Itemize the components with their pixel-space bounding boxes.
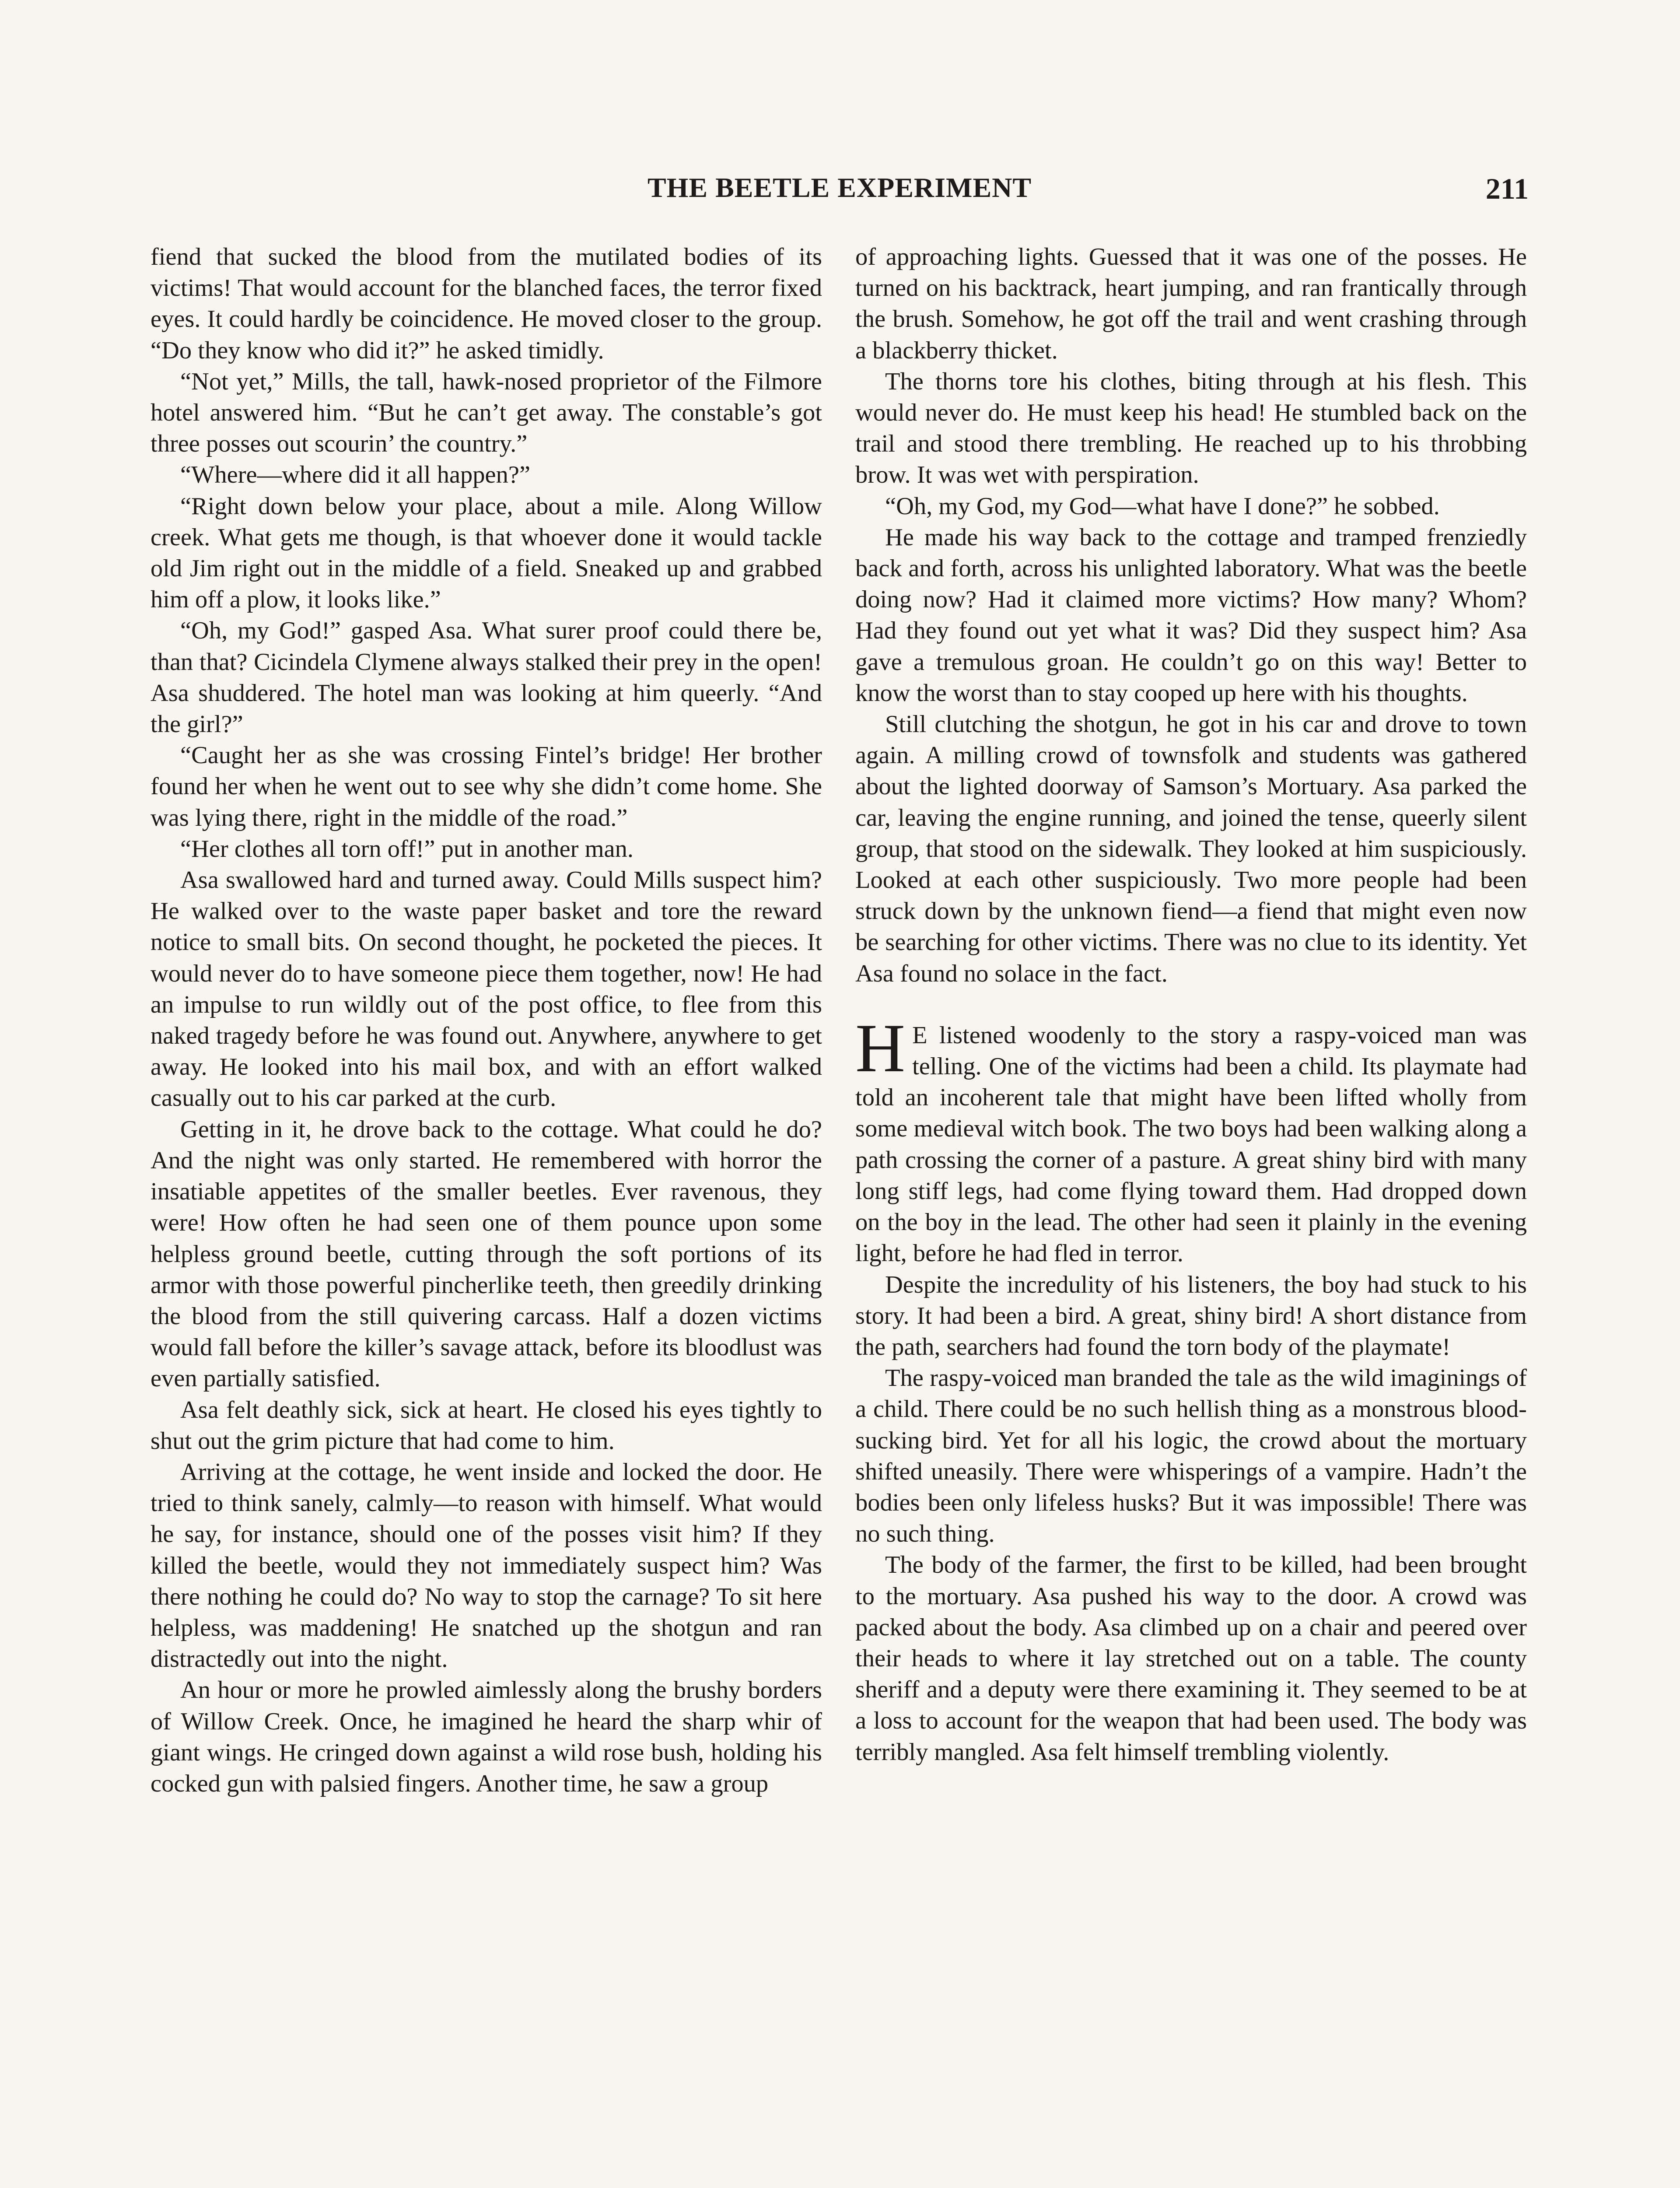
paragraph: Arriving at the cottage, he went inside and locked the door. He tried to think sanely, calmly—to reason with himself. What would he say, for instance, should one of the posses visit him? If they killed the beetle, would they not immediately suspect him? Was there nothing he could do? No way to stop the carnage? To sit here helpless, was maddening! He snatched up the shotgun and ran distractedly out into the night. (150, 1458, 822, 1673)
paragraph: Asa swallowed hard and turned away. Could Mills suspect him? He walked over to the waste paper basket and tore the reward notice to small bits. On second thought, he pocketed the pieces. It would never do to have someone piece them together, now! He had an impulse to run wildly out of the post office, to flee from this naked tragedy before he was found out. Anywhere, anywhere to get away. He looked into his mail box, and with an effort walked casually out to his car parked at the curb. (150, 866, 822, 1112)
section-opening-paragraph (855, 1010, 1527, 1269)
paragraph: An hour or more he prowled aimlessly along the brushy borders of Willow Creek. Once, he imagined he heard the sharp whir of giant wings. He cringed down against a wild rose bush, holding his cocked gun with palsied fingers. Another time, he saw a group (150, 1676, 822, 1797)
paragraph: “Where—where did it all happen?” (180, 461, 531, 489)
paragraph: The body of the farmer, the first to be killed, had been brought to the mortuary. Asa pushed his way to the door. A crowd was packed about the body. Asa climbed up on a chair and peered over their heads to where it lay stretched out on a table. The county sheriff and a deputy were there examining it. They seemed to be at a loss to account for the weapon that had been used. The body was terribly mangled. Asa felt himself trembling violently. (855, 1551, 1527, 1766)
paragraph: of approaching lights. Guessed that it was one of the posses. He turned on his backtrack, heart jumping, and ran frantically through the brush. Somehow, he got off the trail and went crashing through a blackberry thicket. (855, 243, 1527, 364)
paragraph: Getting in it, he drove back to the cottage. What could he do? And the night was only started. He remembered with horror the insatiable appetites of the smaller beetles. Ever ravenous, they were! How often he had seen one of them pounce upon some helpless ground beetle, cutting through the soft portions of its armor with those powerful pincherlike teeth, then greedily drinking the blood from the still quivering carcass. Half a dozen victims would fall before the killer’s savage attack, before its bloodlust was even partially satisfied. (150, 1115, 822, 1392)
paragraph: “Oh, my God!” gasped Asa. What surer proof could there be, than that? Cicindela Clymene always stalked their prey in the open! Asa shuddered. The hotel man was looking at him queerly. “And the girl?” (150, 617, 822, 738)
left-column (150, 242, 822, 1799)
paragraph: The raspy-voiced man branded the tale as the wild imaginings of a child. There could be no such hellish thing as a monstrous blood-sucking bird. Yet for all his logic, the crowd about the mortuary shifted uneasily. There were whisperings of a vampire. Hadn’t the bodies been only lifeless husks? But it was impossible! There was no such thing. (855, 1364, 1527, 1548)
paragraph: He made his way back to the cottage and tramped frenziedly back and forth, across his unlighted laboratory. What was the beetle doing now? Had it claimed more victims? How many? Whom? Had they found out yet what it was? Did they suspect him? Asa gave a tremulous groan. He couldn’t go on this way! Better to know the worst than to stay cooped up here with his thoughts. (855, 523, 1527, 707)
paragraph: “Her clothes all torn off!” put in another man. (180, 835, 634, 863)
page-number: 211 (1485, 172, 1529, 205)
paragraph: “Not yet,” Mills, the tall, hawk-nosed proprietor of the Filmore hotel answered him. “But he can’t get away. The constable’s got three posses out scourin’ the country.” (150, 368, 822, 458)
paragraph: fiend that sucked the blood from the mutilated bodies of its victims! That would account for the blanched faces, the terror fixed eyes. It could hardly be coincidence. He moved closer to the group. “Do they know who did it?” he asked timidly. (150, 243, 822, 364)
paragraph: Still clutching the shotgun, he got in his car and drove to town again. A milling crowd of townsfolk and students was gathered about the lighted doorway of Samson’s Mortuary. Asa parked the car, leaving the engine running, and joined the tense, queerly silent group, that stood on the sidewalk. They looked at him suspiciously. Looked at each other suspiciously. Two more people had been struck down by the unknown fiend—a fiend that might even now be searching for other victims. There was no clue to its identity. Yet Asa found no solace in the fact. (855, 711, 1527, 987)
paragraph: The thorns tore his clothes, biting through at his flesh. This would never do. He must keep his head! He stumbled back on the trail and stood there trembling. He reached up to his throbbing brow. It was wet with perspiration. (855, 368, 1527, 489)
paragraph: Despite the incredulity of his listeners, the boy had stuck to his story. It had been a bird. A great, shiny bird! A short distance from the path, searchers had found the torn body of the playmate! (855, 1271, 1527, 1360)
section-opening-text: E listened woodenly to the story a raspy-voiced man was telling. One of the victims had been a child. Its playmate had told an incoherent tale that might have been lifted wholly from some medieval witch book. The two boys had been walking along a path crossing the corner of a pasture. A great shiny bird with many long stiff legs, had come flying toward them. Had dropped down on the boy in the lead. The other had seen it plainly in the evening light, before he had fled in terror. (855, 1021, 1527, 1267)
running-head (150, 172, 1529, 211)
paragraph: Asa felt deathly sick, sick at heart. He closed his eyes tightly to shut out the grim picture that had come to him. (150, 1396, 822, 1455)
paragraph: “Right down below your place, about a mile. Along Willow creek. What gets me though, is that whoever done it would tackle old Jim right out in the middle of a field. Sneaked up and grabbed him off a plow, it looks like.” (150, 492, 822, 614)
running-title: THE BEETLE EXPERIMENT (647, 172, 1032, 203)
paragraph: “Oh, my God, my God—what have I done?” he sobbed. (885, 492, 1440, 520)
paragraph: “Caught her as she was crossing Fintel’s bridge! Her brother found her when he went out to see why she didn’t come home. She was lying there, right in the middle of the road.” (150, 742, 822, 831)
drop-cap: H (855, 1010, 906, 1087)
right-column (855, 242, 1527, 1768)
